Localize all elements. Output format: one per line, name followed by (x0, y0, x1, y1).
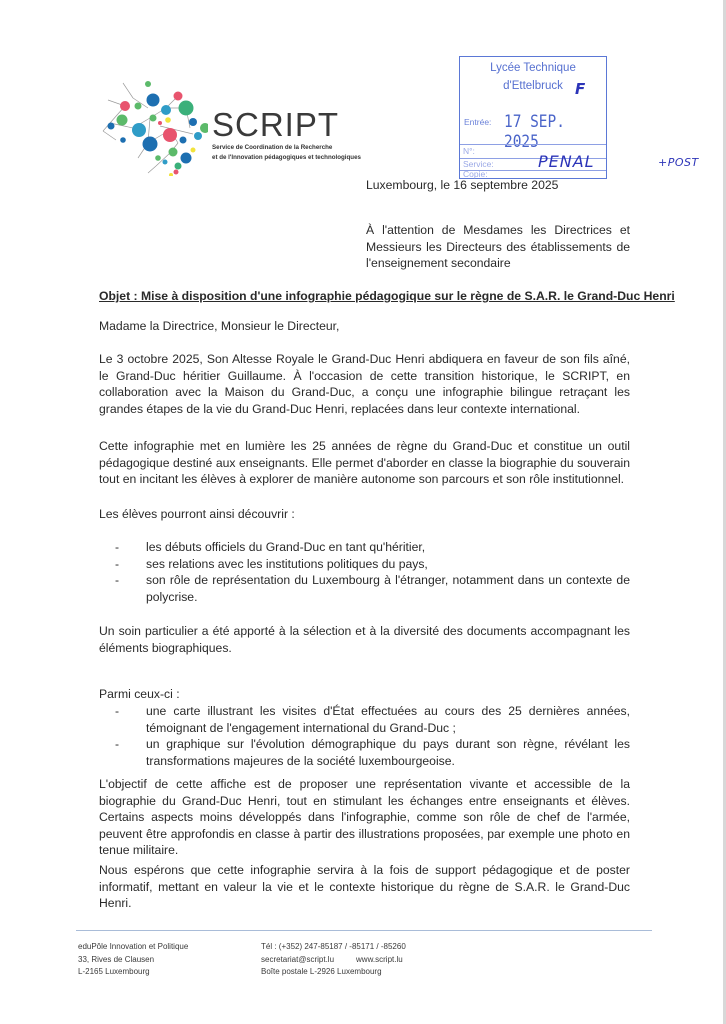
list-item-text: son rôle de représentation du Luxembourg à l'étranger, notamment dans un contexte de polycrise. (146, 573, 630, 604)
stamp-service-label: Service: (463, 159, 494, 169)
footer-address-line1: eduPôle Innovation et Politique (78, 942, 189, 951)
footer-divider (76, 930, 652, 931)
stamp-org-line1: Lycée Technique (490, 62, 576, 74)
paragraph: Les élèves pourront ainsi découvrir : (99, 507, 295, 521)
footer-address-line3: L-2165 Luxembourg (78, 967, 150, 977)
paragraph: Le 3 octobre 2025, Son Altesse Royale le Grand-Duc Henri abdiquera en faveur de son fils aîné, le Grand-Duc héritier Guillaume. À l'occasion de cette transition historique, le SCRIPT, en collaboration avec la Maison du Grand-Duc, a conçu une infographie bilingue retraçant les grandes étapes de la vie du Grand-Duc Henri, replacées dans leur contexte international. (99, 352, 630, 416)
paragraph: Cette infographie met en lumière les 25 années de règne du Grand-Duc et constitue un outil pédagogique destiné aux enseignants. Elle permet d'aborder en classe la biographie du souverain tout en incitant les élèves à explorer de manière autonome son parcours et son rôle institutionnel. (99, 439, 630, 487)
list-item-text: ses relations avec les institutions politiques du pays, (146, 556, 428, 571)
letterhead-brand (212, 108, 361, 161)
list-item (115, 556, 630, 573)
footer-po-box: Boîte postale L-2926 Luxembourg (261, 967, 382, 977)
brand-subtitle-line1: Service de Coordination de la Recherche (212, 144, 333, 151)
footer-email[interactable]: secretariat@script.lu (261, 954, 335, 964)
greeting: Madame la Directrice, Monsieur le Directeur, (99, 319, 340, 333)
footer-address (78, 941, 188, 979)
stamp-org-line2: d'Ettelbruck (503, 80, 563, 92)
subject-line: Objet : Mise à disposition d'une infographie pédagogique sur le règne de S.A.R. le Grand-Duc Henri (99, 289, 675, 303)
script-logo-icon (98, 78, 208, 176)
paragraph: Un soin particulier a été apporté à la sélection et à la diversité des documents accompagnant les éléments biographiques. (99, 624, 630, 655)
list-item-text: une carte illustrant les visites d'État effectuées au cours des 25 dernières années, témoignant de l'engagement international du Grand-Duc ; (146, 704, 630, 735)
footer-website[interactable]: www.script.lu (356, 954, 403, 964)
handwritten-note: +POST (658, 156, 699, 169)
addressee: À l'attention de Mesdames les Directrices et Messieurs les Directeurs des établissements de l'enseignement secondaire (366, 223, 630, 271)
handwritten-service: PENAL (538, 152, 595, 171)
brand-name: SCRIPT (212, 106, 340, 143)
stamp-copy-label: Copie: (463, 169, 488, 179)
list-item (115, 539, 630, 556)
list-item (115, 703, 630, 736)
list-item (115, 572, 630, 605)
footer-contact (261, 941, 406, 979)
handwritten-initials: F (575, 80, 586, 98)
paragraph: L'objectif de cette affiche est de proposer une représentation vivante et accessible de la biographie du Grand-Duc Henri, tout en stimulant les échanges entre enseignants et élèves. Certains aspects moins développés dans l'infographie, comme son rôle de chef de l'armée, peuvent être approfondis en classe à partir des illustrations proposées, par exemple une photo en tenue militaire. (99, 777, 630, 858)
discover-list (115, 539, 630, 605)
list-item-text: un graphique sur l'évolution démographique du pays durant son règne, révélant les transformations majeures de la société luxembourgeoise. (146, 737, 630, 768)
list-marker: - (115, 540, 120, 554)
paragraph: Parmi ceux-ci : (99, 687, 180, 701)
letter-date: Luxembourg, le 16 septembre 2025 (366, 178, 559, 192)
stamp-no-label: N°: (463, 146, 475, 156)
list-marker: - (115, 704, 120, 718)
list-item (115, 736, 630, 769)
footer-phone: Tél : (+352) 247-85187 / -85171 / -85260 (261, 942, 406, 951)
stamp-entry-label: Entrée: (464, 117, 492, 127)
list-marker: - (115, 737, 120, 752)
documents-list (115, 703, 630, 769)
list-marker: - (115, 556, 120, 571)
list-marker: - (115, 573, 120, 588)
brand-subtitle-line2: et de l'Innovation pédagogiques et technologiques (212, 153, 361, 161)
list-item-text: les débuts officiels du Grand-Duc en tant qu'héritier, (146, 540, 426, 554)
stamp-entry-date: 17 SEP. 2025 (504, 112, 565, 152)
footer-address-line2: 33, Rives de Clausen (78, 954, 155, 964)
paragraph: Nous espérons que cette infographie servira à la fois de support pédagogique et de poster informatif, mettant en valeur la vie et le contexte historique du règne de S.A.R. le Grand-Duc Henri. (99, 863, 630, 911)
stamp-divider (460, 144, 606, 145)
